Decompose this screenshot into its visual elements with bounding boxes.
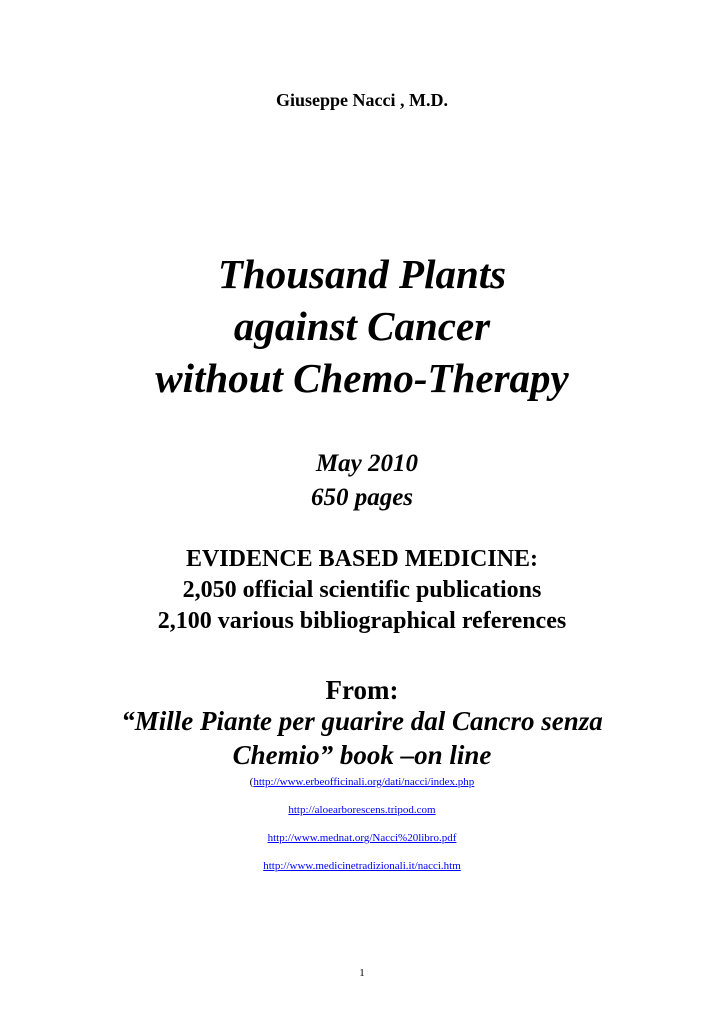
open-parenthesis: ( bbox=[249, 776, 254, 788]
link-row-1 bbox=[0, 772, 724, 790]
publications-count: 2,050 official scientific publications bbox=[182, 577, 542, 603]
references-count: 2,100 various bibliographical references bbox=[157, 608, 567, 634]
link-mednat[interactable]: http://www.mednat.org/Nacci%20libro.pdf bbox=[267, 832, 457, 844]
link-row-2 bbox=[0, 800, 724, 818]
link-medicinetradizionali[interactable]: http://www.medicinetradizionali.it/nacci.htm bbox=[263, 860, 461, 872]
link-row-3 bbox=[0, 828, 724, 846]
link-aloearborescens[interactable]: http://aloearborescens.tripod.com bbox=[288, 804, 436, 816]
evidence-heading: EVIDENCE BASED MEDICINE: bbox=[185, 546, 539, 572]
from-label: From: bbox=[325, 675, 399, 705]
source-book-title-line-2: Chemio” book –on line bbox=[232, 740, 492, 770]
page-count: 650 pages bbox=[310, 484, 414, 511]
page-number: 1 bbox=[359, 967, 365, 979]
title-line-3: without Chemo-Therapy bbox=[155, 355, 569, 401]
link-row-4 bbox=[0, 856, 724, 874]
title-line-1: Thousand Plants bbox=[217, 251, 507, 297]
publication-date: May 2010 bbox=[315, 450, 419, 477]
author-name: Giuseppe Nacci , M.D. bbox=[276, 90, 448, 110]
title-line-2: against Cancer bbox=[233, 303, 491, 349]
link-erbeofficinali[interactable]: http://www.erbeofficinali.org/dati/nacci/index.php bbox=[253, 776, 475, 788]
source-book-title-line-1: “Mille Piante per guarire dal Cancro senza bbox=[121, 706, 603, 736]
